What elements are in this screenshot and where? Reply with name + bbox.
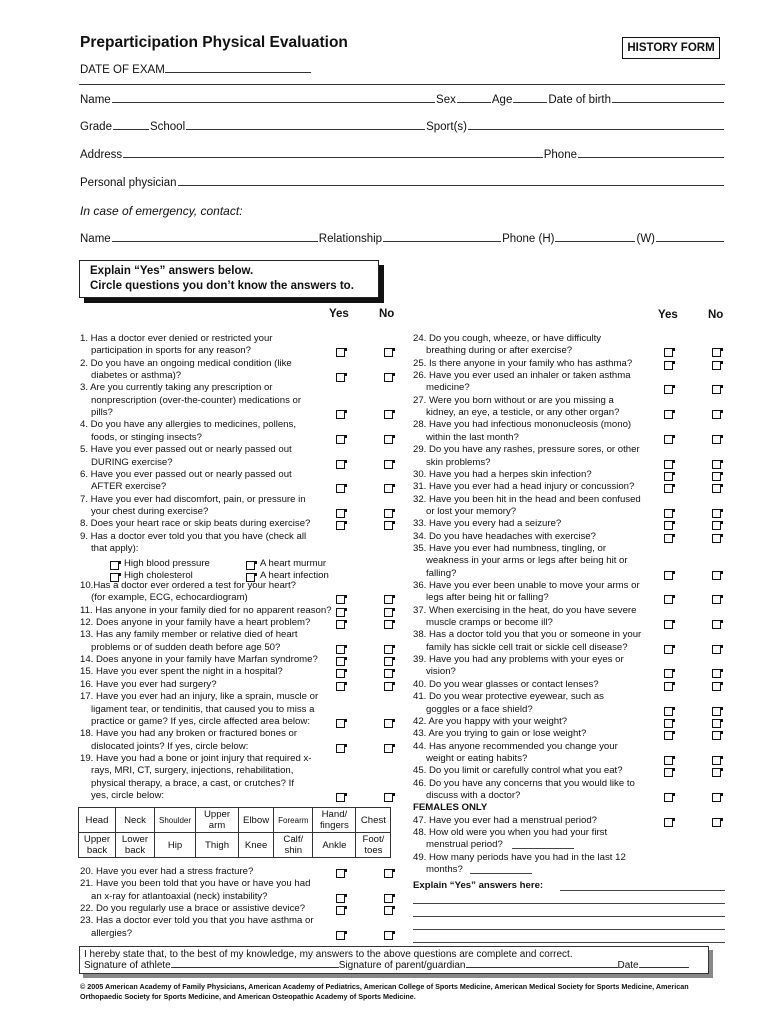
school-label: School [149, 121, 186, 133]
no-checkbox[interactable] [384, 793, 393, 802]
question-line: rays, MRI, CT, surgery, injections, rehabilitation, [91, 765, 294, 777]
question-line: skin problems? [426, 456, 491, 468]
no-checkbox[interactable] [384, 608, 393, 617]
yes-checkbox[interactable] [336, 410, 345, 419]
question-line: within the last month? [426, 431, 519, 443]
no-checkbox[interactable] [712, 595, 721, 604]
question-line: participation in sports for any reason? [91, 345, 251, 357]
question-line: 32. Have you been hit in the head and been confused [413, 493, 641, 505]
yes-checkbox[interactable] [664, 460, 673, 469]
question-line: 21. Have you been told that you have or have you had [80, 878, 311, 890]
body-area-row [79, 833, 391, 858]
yes-checkbox[interactable] [664, 484, 673, 493]
q9-cholesterol-label: High cholesterol [124, 570, 193, 581]
no-checkbox[interactable] [712, 731, 721, 740]
yes-checkbox[interactable] [336, 484, 345, 493]
body-area-upper-back[interactable]: Upper back [79, 833, 116, 858]
no-checkbox[interactable] [384, 435, 393, 444]
yes-checkbox[interactable] [336, 793, 345, 802]
page-title: Preparticipation Physical Evaluation [80, 34, 348, 51]
question-line: 44. Has anyone recommended you change your [413, 740, 618, 752]
yes-checkbox[interactable] [664, 435, 673, 444]
yes-checkbox[interactable] [664, 669, 673, 678]
question-line: 5. Have you ever passed out or nearly passed out [80, 444, 292, 456]
age-label: Age [491, 94, 513, 106]
no-checkbox[interactable] [384, 894, 393, 903]
question-line: problems or of sudden death before age 50? [91, 641, 281, 653]
question-line: kidney, an eye, a testicle, or any other organ? [426, 407, 620, 419]
phone-w-input[interactable] [656, 233, 724, 242]
address-label: Address [80, 149, 123, 161]
question-line: 43. Are you trying to gain or lose weight? [413, 728, 587, 740]
yes-checkbox[interactable] [664, 521, 673, 530]
body-area-chest[interactable]: Chest [356, 808, 391, 833]
body-area-calf[interactable]: Calf/ shin [274, 833, 313, 858]
yes-checkbox[interactable] [664, 509, 673, 518]
right-yes-header: Yes [658, 309, 678, 321]
grade-row [80, 121, 725, 133]
explain-line[interactable] [413, 941, 725, 943]
body-area-elbow[interactable]: Elbow [239, 808, 274, 833]
question-line: 12. Does anyone in your family have a heart problem? [80, 617, 311, 629]
body-area-forearm[interactable]: Forearm [274, 808, 313, 833]
yes-checkbox[interactable] [664, 768, 673, 777]
question-line: weight or eating habits? [426, 752, 528, 764]
question-line: 35. Have you ever had numbness, tingling, or [413, 542, 607, 554]
body-area-hand[interactable]: Hand/ fingers [313, 808, 356, 833]
body-area-lower-back[interactable]: Lower back [116, 833, 155, 858]
question-line: 1. Has a doctor ever denied or restricted your [80, 333, 273, 344]
no-checkbox[interactable] [712, 385, 721, 394]
age-input[interactable] [513, 94, 547, 103]
yes-checkbox[interactable] [664, 645, 673, 654]
q9-infection-checkbox[interactable] [246, 573, 255, 582]
question-line: practice or game? If yes, circle affected area below: [91, 715, 310, 727]
question-line: 15. Have you ever spent the night in a hospital? [80, 666, 283, 678]
yes-checkbox[interactable] [336, 645, 345, 654]
date-of-exam-label: DATE OF EXAM [80, 64, 165, 76]
body-area-knee[interactable]: Knee [239, 833, 274, 858]
yes-checkbox[interactable] [336, 719, 345, 728]
question-line: 9. Has a doctor ever told you that you have (check all [80, 530, 307, 542]
question-line: or lost your memory? [426, 505, 517, 517]
address-input[interactable] [123, 149, 543, 158]
question-line: 23. Has a doctor ever told you that you have asthma or [80, 915, 314, 927]
athlete-signature-label: Signature of athlete [84, 960, 171, 971]
no-checkbox[interactable] [384, 484, 393, 493]
question-line: 13. Has any family member or relative died of heart [80, 629, 298, 641]
no-checkbox[interactable] [712, 707, 721, 716]
emergency-label: In case of emergency, contact: [80, 204, 243, 218]
yes-checkbox[interactable] [336, 657, 345, 666]
question-line: 20. Have you ever had a stress fracture? [80, 866, 254, 877]
body-area-upper-arm[interactable]: Upper arm [196, 808, 239, 833]
yes-checkbox[interactable] [336, 682, 345, 691]
yes-checkbox[interactable] [336, 373, 345, 382]
phone-label: Phone [543, 149, 577, 161]
question-line: 37. When exercising in the heat, do you have severe [413, 604, 637, 616]
sports-input[interactable] [468, 121, 724, 130]
question-line: 16. Have you ever had surgery? [80, 678, 217, 690]
yes-checkbox[interactable] [336, 931, 345, 940]
no-checkbox[interactable] [384, 348, 393, 357]
question-line: 45. Do you limit or carefully control what you eat? [413, 765, 623, 777]
question-line: 30. Have you had a herpes skin infection? [413, 468, 592, 480]
question-line: 42. Are you happy with your weight? [413, 715, 568, 727]
body-area-row [79, 808, 391, 833]
question-line: 27. Were you born without or are you missing a [413, 394, 614, 406]
explain-line[interactable] [413, 915, 725, 917]
no-checkbox[interactable] [384, 931, 393, 940]
question-line: 40. Do you wear glasses or contact lenses? [413, 678, 599, 690]
left-no-header: No [379, 308, 395, 320]
body-area-hip[interactable]: Hip [155, 833, 196, 858]
sex-input[interactable] [457, 94, 491, 103]
no-checkbox[interactable] [384, 509, 393, 518]
q9-high-bp-label: High blood pressure [124, 558, 210, 569]
question-line: 2. Do you have an ongoing medical condition (like [80, 357, 292, 369]
menstrual-age-input[interactable] [512, 847, 574, 849]
no-checkbox[interactable] [384, 410, 393, 419]
no-checkbox[interactable] [712, 669, 721, 678]
no-checkbox[interactable] [712, 361, 721, 370]
yes-checkbox[interactable] [336, 460, 345, 469]
question-line: 6. Have you ever passed out or nearly passed out [80, 468, 292, 480]
explain-line[interactable] [560, 889, 725, 891]
dob-label: Date of birth [548, 94, 611, 106]
explain-line[interactable] [413, 928, 725, 930]
yes-checkbox[interactable] [664, 793, 673, 802]
yes-checkbox[interactable] [336, 869, 345, 878]
ename-label: Name [80, 233, 111, 245]
question-line: 25. Is there anyone in your family who has asthma? [413, 357, 633, 369]
yes-checkbox[interactable] [336, 669, 345, 678]
no-checkbox[interactable] [712, 793, 721, 802]
yes-checkbox[interactable] [664, 385, 673, 394]
yes-checkbox[interactable] [664, 731, 673, 740]
name-row [80, 94, 725, 106]
attestation-box [79, 946, 709, 974]
question-line: allergies? [91, 927, 133, 939]
sex-label: Sex [436, 94, 456, 106]
question-line: 14. Does anyone in your family have Marfan syndrome? [80, 654, 318, 666]
no-checkbox[interactable] [712, 460, 721, 469]
no-checkbox[interactable] [712, 435, 721, 444]
yes-checkbox[interactable] [664, 620, 673, 629]
question-line: 18. Have you had any broken or fractured bones or [80, 728, 298, 740]
no-checkbox[interactable] [712, 571, 721, 580]
no-checkbox[interactable] [384, 657, 393, 666]
question-line: diabetes or asthma)? [91, 370, 182, 382]
emergency-row [80, 233, 725, 245]
question-line: 48. How old were you when you had your first [413, 827, 608, 838]
question-line: family has sickle cell trait or sickle cell disease? [426, 641, 628, 653]
question-line: vision? [426, 666, 456, 678]
no-checkbox[interactable] [384, 460, 393, 469]
question-line: DURING exercise? [91, 456, 173, 468]
attestation-text: I hereby state that, to the best of my knowledge, my answers to the above questions are complete and correct. [84, 949, 573, 960]
yes-checkbox[interactable] [664, 818, 673, 827]
phone-w-label: (W) [636, 233, 655, 245]
females-only-heading: FEMALES ONLY [413, 802, 488, 814]
no-checkbox[interactable] [384, 521, 393, 530]
yes-checkbox[interactable] [664, 682, 673, 691]
yes-checkbox[interactable] [336, 348, 345, 357]
question-line: 24. Do you cough, wheeze, or have difficulty [413, 333, 602, 344]
no-checkbox[interactable] [384, 373, 393, 382]
question-line: 34. Do you have headaches with exercise? [413, 530, 596, 542]
physician-input[interactable] [178, 177, 724, 186]
no-checkbox[interactable] [712, 472, 721, 481]
question-line: 31. Have you ever had a head injury or concussion? [413, 481, 635, 493]
question-line: 28. Have you had infectious mononucleosis (mono) [413, 419, 632, 431]
yes-checkbox[interactable] [664, 719, 673, 728]
no-checkbox[interactable] [384, 719, 393, 728]
question-line: foods, or stinging insects? [91, 431, 202, 443]
question-line: discuss with a doctor? [426, 789, 521, 801]
history-form-badge: HISTORY FORM [622, 37, 720, 59]
yes-checkbox[interactable] [664, 534, 673, 543]
phone-h-label: Phone (H) [502, 233, 555, 245]
grade-label: Grade [80, 121, 112, 133]
body-area-head[interactable]: Head [79, 808, 116, 833]
athlete-signature-input[interactable] [171, 960, 339, 968]
question-line: 7. Have you ever had discomfort, pain, or pressure in [80, 493, 306, 505]
no-checkbox[interactable] [712, 484, 721, 493]
yes-checkbox[interactable] [336, 521, 345, 530]
question-line: breathing during or after exercise? [426, 345, 573, 357]
q9-high-bp-checkbox[interactable] [110, 561, 119, 570]
body-area-thigh[interactable]: Thigh [196, 833, 239, 858]
question-line: dislocated joints? If yes, circle below: [91, 740, 249, 752]
ename-input[interactable] [112, 233, 318, 242]
yes-checkbox[interactable] [336, 509, 345, 518]
question-line: yes, circle below: [91, 789, 165, 801]
body-area-foot[interactable]: Foot/ toes [356, 833, 391, 858]
question-line: medicine? [426, 382, 470, 394]
question-line: 39. Have you had any problems with your eyes or [413, 654, 624, 666]
left-yes-header: Yes [329, 308, 349, 320]
question-line: that apply): [91, 542, 139, 554]
right-no-header: No [708, 309, 724, 321]
body-area-neck[interactable]: Neck [116, 808, 155, 833]
relationship-label: Relationship [318, 233, 383, 245]
parent-signature-label: Signature of parent/guardian [338, 960, 466, 971]
explain-here-label: Explain “Yes” answers here: [413, 880, 544, 891]
no-checkbox[interactable] [384, 869, 393, 878]
periods-count-input[interactable] [470, 872, 532, 874]
divider [79, 84, 725, 85]
question-line: 17. Have you ever had an injury, like a sprain, muscle or [80, 691, 319, 703]
physician-row [80, 177, 725, 189]
yes-checkbox[interactable] [664, 410, 673, 419]
no-checkbox[interactable] [712, 719, 721, 728]
question-line: nonprescription (over-the-counter) medications or [91, 394, 302, 406]
no-checkbox[interactable] [712, 348, 721, 357]
question-line: 3. Are you currently taking any prescription or [80, 382, 273, 394]
no-checkbox[interactable] [384, 595, 393, 604]
body-area-ankle[interactable]: Ankle [313, 833, 356, 858]
yes-checkbox[interactable] [664, 707, 673, 716]
question-line: months? [426, 864, 463, 876]
no-checkbox[interactable] [384, 906, 393, 915]
parent-signature-input[interactable] [466, 960, 618, 968]
no-checkbox[interactable] [384, 620, 393, 629]
question-line: 19. Have you had a bone or joint injury that required x- [80, 752, 312, 764]
no-checkbox[interactable] [384, 744, 393, 753]
question-line: 22. Do you regularly use a brace or assistive device? [80, 903, 306, 915]
name-label: Name [80, 94, 111, 106]
copyright-notice: © 2005 American Academy of Family Physicians, American Academy of Pediatrics, American College of Sports Medicine, American Medical Society for Sports Medicine, American Orthopaedic Society for Sports Medicine, and American Osteopathic Academy of Sports Medicine. [80, 982, 689, 1001]
q9-infection-label: A heart infection [260, 570, 329, 581]
yes-checkbox[interactable] [664, 348, 673, 357]
question-line: 33. Have you every had a seizure? [413, 518, 562, 530]
relationship-input[interactable] [383, 233, 501, 242]
question-line: 8. Does your heart race or skip beats during exercise? [80, 518, 311, 530]
question-line: 38. Has a doctor told you that you or someone in your [413, 629, 642, 641]
question-line: 11. Has anyone in your family died for no apparent reason? [80, 604, 332, 616]
yes-checkbox[interactable] [664, 595, 673, 604]
no-checkbox[interactable] [712, 682, 721, 691]
no-checkbox[interactable] [712, 521, 721, 530]
yes-checkbox[interactable] [336, 595, 345, 604]
phone-h-input[interactable] [555, 233, 635, 242]
question-line: falling? [426, 567, 457, 579]
question-line: physical therapy, a brace, a cast, or crutches? If [91, 777, 294, 789]
no-checkbox[interactable] [712, 645, 721, 654]
question-line: 26. Have you ever used an inhaler or taken asthma [413, 370, 631, 382]
no-checkbox[interactable] [384, 669, 393, 678]
yes-checkbox[interactable] [336, 620, 345, 629]
question-line: ligament tear, or tendinitis, that caused you to miss a [91, 703, 315, 715]
sports-label: Sport(s) [426, 121, 467, 133]
instructions-line-2: Circle questions you don’t know the answers to. [90, 280, 354, 292]
instructions-line-1: Explain “Yes” answers below. [90, 265, 254, 277]
no-checkbox[interactable] [384, 645, 393, 654]
no-checkbox[interactable] [712, 818, 721, 827]
question-line: legs after being hit or falling? [426, 592, 549, 604]
question-line: 47. Have you ever had a menstrual period? [413, 814, 597, 826]
question-line: 41. Do you wear protective eyewear, such as [413, 691, 604, 703]
yes-checkbox[interactable] [336, 608, 345, 617]
question-line: weakness in your arms or legs after being hit or [426, 555, 628, 567]
yes-checkbox[interactable] [664, 571, 673, 580]
physician-label: Personal physician [80, 177, 177, 189]
question-line: 49. How many periods have you had in the last 12 [413, 851, 626, 863]
question-line: 29. Do you have any rashes, pressure sores, or other [413, 444, 640, 456]
grade-input[interactable] [113, 121, 149, 130]
question-line: pills? [91, 407, 113, 419]
yes-checkbox[interactable] [664, 756, 673, 765]
question-line: 36. Have you ever been unable to move your arms or [413, 580, 640, 591]
name-input[interactable] [112, 94, 435, 103]
question-line: your chest during exercise? [91, 505, 209, 517]
no-checkbox[interactable] [712, 410, 721, 419]
q9-cholesterol-checkbox[interactable] [110, 573, 119, 582]
body-area-shoulder[interactable]: Shoulder [155, 808, 196, 833]
yes-checkbox[interactable] [664, 361, 673, 370]
instructions-box [79, 260, 379, 298]
no-checkbox[interactable] [712, 756, 721, 765]
address-row [80, 149, 725, 161]
yes-checkbox[interactable] [336, 435, 345, 444]
body-area-table [78, 807, 391, 858]
question-line: menstrual period? [426, 839, 503, 851]
q9-murmur-label: A heart murmur [260, 558, 327, 569]
no-checkbox[interactable] [712, 509, 721, 518]
yes-checkbox[interactable] [664, 472, 673, 481]
question-line: 10.Has a doctor ever ordered a test for your heart? [80, 580, 296, 591]
yes-checkbox[interactable] [336, 894, 345, 903]
phone-input[interactable] [578, 149, 724, 158]
explain-line[interactable] [413, 902, 725, 904]
date-of-exam-field[interactable] [80, 64, 311, 76]
yes-checkbox[interactable] [336, 906, 345, 915]
question-line: 4. Do you have any allergies to medicines, pollens, [80, 419, 296, 431]
no-checkbox[interactable] [712, 620, 721, 629]
no-checkbox[interactable] [384, 682, 393, 691]
question-line: 46. Do you have any concerns that you would like to [413, 777, 635, 789]
dob-input[interactable] [612, 94, 724, 103]
question-line: muscle cramps or become ill? [426, 617, 553, 629]
date-label: Date [617, 960, 639, 971]
question-line: (for example, ECG, echocardiogram) [91, 592, 248, 604]
school-input[interactable] [186, 121, 425, 130]
date-input[interactable] [639, 960, 689, 968]
question-line: AFTER exercise? [91, 481, 167, 493]
q9-murmur-checkbox[interactable] [246, 561, 255, 570]
yes-checkbox[interactable] [336, 744, 345, 753]
question-line: an x-ray for atlantoaxial (neck) instability? [91, 890, 268, 902]
question-line: goggles or a face shield? [426, 703, 533, 715]
no-checkbox[interactable] [712, 534, 721, 543]
no-checkbox[interactable] [712, 768, 721, 777]
